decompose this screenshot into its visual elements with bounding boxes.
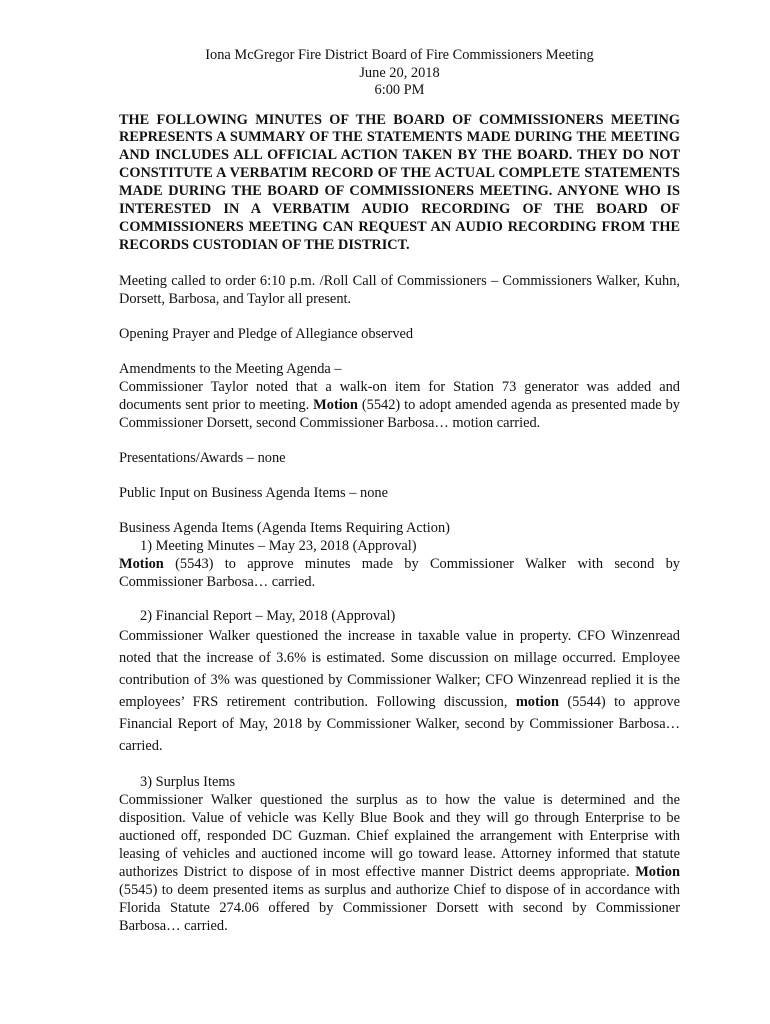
business-heading: Business Agenda Items (Agenda Items Requiring Action): [119, 519, 450, 536]
document-page: [119, 47, 680, 935]
business-section: [119, 519, 680, 591]
document-header: [119, 47, 680, 100]
meeting-title: Iona McGregor Fire District Board of Fire Commissioners Meeting: [205, 47, 594, 63]
roll-call-paragraph: Meeting called to order 6:10 p.m. /Roll Call of Commissioners – Commissioners Walker, Kuhn, Dorsett, Barbosa, and Taylor all present.: [119, 272, 680, 307]
item2-heading: 2) Financial Report – May, 2018 (Approval): [140, 607, 396, 624]
presentations-paragraph: Presentations/Awards – none: [119, 449, 286, 466]
motion-label: motion: [515, 693, 559, 710]
public-input-paragraph: Public Input on Business Agenda Items – none: [119, 484, 389, 501]
item2-section: [119, 607, 680, 757]
item3-section: [119, 773, 680, 935]
item2-text-after: (5544) to approve Financial Report of May, 2018 by Commissioner Walker, second by Commissioner Barbosa… carried.: [119, 693, 680, 754]
motion-label: Motion: [313, 396, 358, 413]
amendments-section: [119, 360, 680, 432]
item2-text: [119, 625, 680, 757]
motion-label: Motion: [119, 555, 164, 572]
meeting-time: 6:00 PM: [374, 82, 425, 98]
meeting-date: June 20, 2018: [359, 64, 440, 81]
item1-text-body: (5543) to approve minutes made by Commissioner Walker with second by Commissioner Barbosa… carried.: [119, 555, 680, 590]
item1-text: [119, 555, 680, 591]
amendments-text-before: Commissioner Taylor noted that a walk-on item for Station 73 generator was added and documents sent prior to meeting.: [119, 378, 680, 413]
item3-text-before: Commissioner Walker questioned the surplus as to how the value is determined and the disposition. Value of vehicle was Kelly Blue Book and they will go through Enterprise to be auctioned off, responded DC Guzman. Chief explained the arrangement with Enterprise with leasing of vehicles and auctioned income will go toward lease. Attorney informed that statute authorizes District to dispose of in most effective manner District deems appropriate.: [119, 791, 680, 880]
item3-text-after: (5545) to deem presented items as surplus and authorize Chief to dispose of in accordance with Florida Statute 274.06 offered by Commissioner Dorsett with second by Commissioner Barbosa… carried.: [119, 881, 680, 934]
amendments-heading: Amendments to the Meeting Agenda –: [119, 360, 342, 377]
amendments-text-after: (5542) to adopt amended agenda as presented made by Commissioner Dorsett, second Commissioner Barbosa… motion carried.: [119, 396, 680, 431]
item2-text-before: Commissioner Walker questioned the increase in taxable value in property. CFO Winzenread noted that the increase of 3.6% is estimated. Some discussion on millage occurred. Employee contribution of 3% was questioned by Commissioner Walker; CFO Winzenread replied it is the employees’ FRS retirement contribution. Following discussion,: [119, 627, 680, 710]
item3-text: [119, 791, 680, 935]
prayer-paragraph: Opening Prayer and Pledge of Allegiance observed: [119, 325, 414, 342]
item3-heading: 3) Surplus Items: [140, 773, 236, 790]
amendments-text: [119, 378, 680, 432]
motion-label: Motion: [635, 863, 680, 880]
minutes-disclaimer: THE FOLLOWING MINUTES OF THE BOARD OF COMMISSIONERS MEETING REPRESENTS A SUMMARY OF THE STATEMENTS MADE DURING THE MEETING AND INCLUDES ALL OFFICIAL ACTION TAKEN BY THE BOARD. THEY DO NOT CONSTITUTE A VERBATIM RECORD OF THE ACTUAL COMPLETE STATEMENTS MADE DURING THE BOARD OF COMMISSIONERS MEETING. ANYONE WHO IS INTERESTED IN A VERBATIM AUDIO RECORDING OF THE BOARD OF COMMISSIONERS MEETING CAN REQUEST AN AUDIO RECORDING FROM THE RECORDS CUSTODIAN OF THE DISTRICT.: [119, 111, 680, 253]
item1-heading: 1) Meeting Minutes – May 23, 2018 (Approval): [140, 537, 417, 554]
